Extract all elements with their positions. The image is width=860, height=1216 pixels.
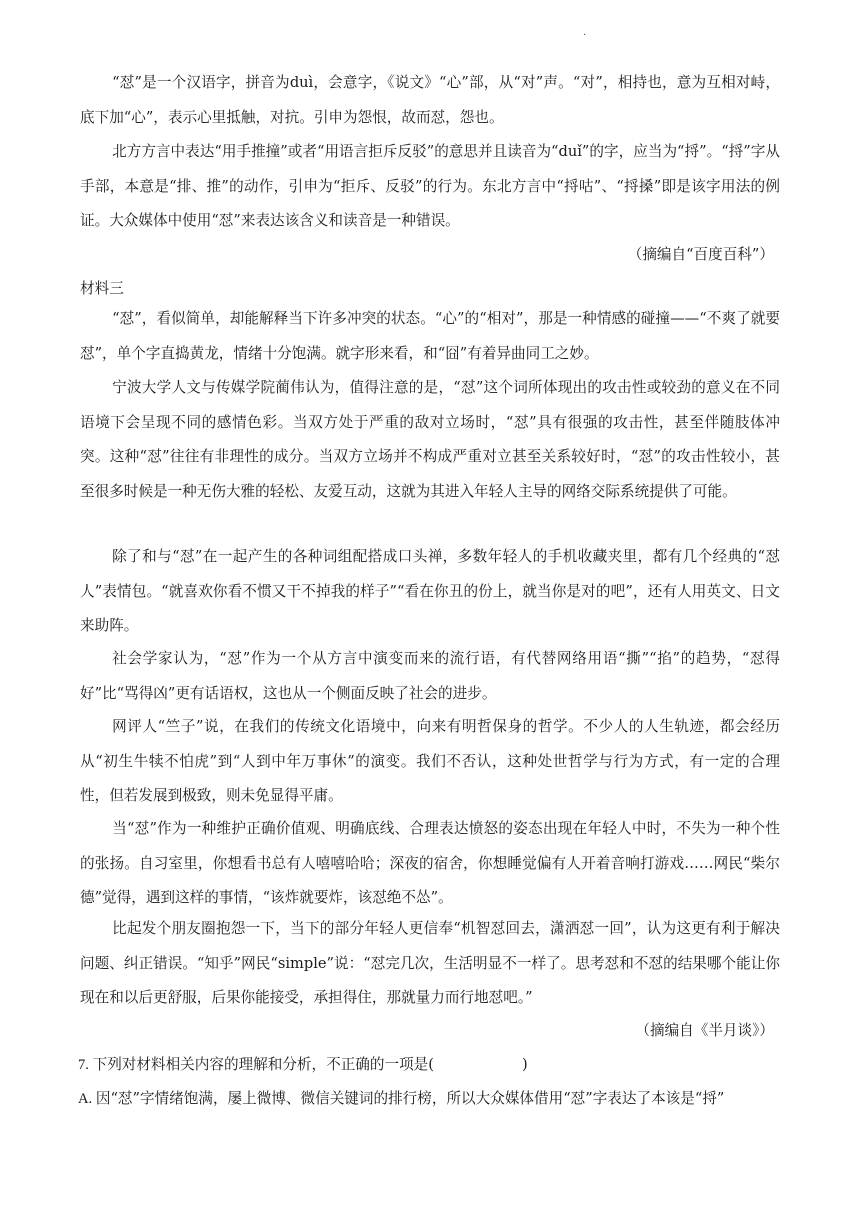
source-citation: （摘编自“百度百科”） [627, 246, 774, 263]
paragraph: 除了和与“怼”在一起产生的各种词组配搭成口头禅，多数年轻人的手机收藏夹里，都有几个经典的“怼人”表情包。“就喜欢你看不惯又干不掉我的样子”“看在你丑的份上，就当你是对的吧”，还有人用英文、日文来助阵。 [80, 548, 780, 635]
paragraph: 网评人“竺子”说，在我们的传统文化语境中，向来有明哲保身的哲学。不少人的人生轨迹，都会经历从“初生牛犊不怕虎”到“人到中年万事休”的演变。我们不否认，这种处世哲学与行为方式，有一定的合理性，但若发展到极致，则未免显得平庸。 [80, 718, 780, 805]
question-close: ) [521, 1056, 528, 1073]
paragraph: “怼”是一个汉语字，拼音为duì，会意字，《说文》“心”部，从“对”声。“对”，相持也，意为互相对峙，底下加“心”，表示心里抵触，对抗。引申为怨恨，故而怼，怨也。 [80, 74, 780, 126]
option-letter: A. [78, 1091, 93, 1107]
paragraph: 社会学家认为，“怼”作为一个从方言中演变而来的流行语，有代替网络用语“撕”“掐”的趋势，“怼得好”比“骂得凶”更有话语权，这也从一个侧面反映了社会的进步。 [80, 650, 780, 702]
source-citation: （摘编自《半月谈》） [635, 1022, 774, 1039]
top-mark: · [583, 30, 587, 41]
option-text: 因“怼”字情绪饱满，屡上微博、微信关键词的排行榜，所以大众媒体借用“怼”字表达了本该是“捋” [95, 1090, 725, 1107]
question-text: 下列对材料相关内容的理解和分析，不正确的一项是( [92, 1056, 434, 1073]
material-label: 材料三 [80, 280, 124, 297]
option-a [78, 1087, 724, 1108]
question-number: 7. [78, 1057, 89, 1073]
paragraph: “怼”，看似简单，却能解释当下许多冲突的状态。“心”的“相对”，那是一种情感的碰撞——“不爽了就要怼”，单个字直捣黄龙，情绪十分饱满。就字形来看，和“囧”有着异曲同工之妙。 [80, 310, 780, 362]
paragraph: 北方方言中表达“用手推撞”或者“用语言拒斥反驳”的意思并且读音为“duǐ”的字，应当为“捋”。“捋”字从手部，本意是“排、推”的动作，引申为“拒斥、反驳”的行为。东北方言中“捋咕”、“捋搡”即是该字用法的例证。大众媒体中使用“怼”来表达该含义和读音是一种错误。 [80, 143, 780, 230]
paragraph: 比起发个朋友圈抱怨一下，当下的部分年轻人更信奉“机智怼回去，潇洒怼一回”，认为这更有利于解决问题、纠正错误。“知乎”网民“simple”说：“怼完几次，生活明显不一样了。思考怼和不怼的结果哪个能让你现在和以后更舒服，后果你能接受，承担得住，那就量力而行地怼吧。” [80, 920, 780, 1007]
question-7 [78, 1053, 528, 1074]
paragraph: 宁波大学人文与传媒学院蔺伟认为，值得注意的是，“怼”这个词所体现出的攻击性或较劲的意义在不同语境下会呈现不同的感情色彩。当双方处于严重的敌对立场时，“怼”具有很强的攻击性，甚至伴随肢体冲突。这种“怼”往往有非理性的成分。当双方立场并不构成严重对立甚至关系较好时，“怼”的攻击性较小，甚至很多时候是一种无伤大雅的轻松、友爱互动，这就为其进入年轻人主导的网络交际系统提供了可能。 [80, 379, 780, 500]
paragraph: 当“怼”作为一种维护正确价值观、明确底线、合理表达愤怒的姿态出现在年轻人中时，不失为一种个性的张扬。自习室里，你想看书总有人嘻嘻哈哈；深夜的宿舍，你想睡觉偏有人开着音响打游戏……网民“柴尔德”觉得，遇到这样的事情，“该炸就要炸，该怼绝不怂”。 [80, 820, 780, 907]
